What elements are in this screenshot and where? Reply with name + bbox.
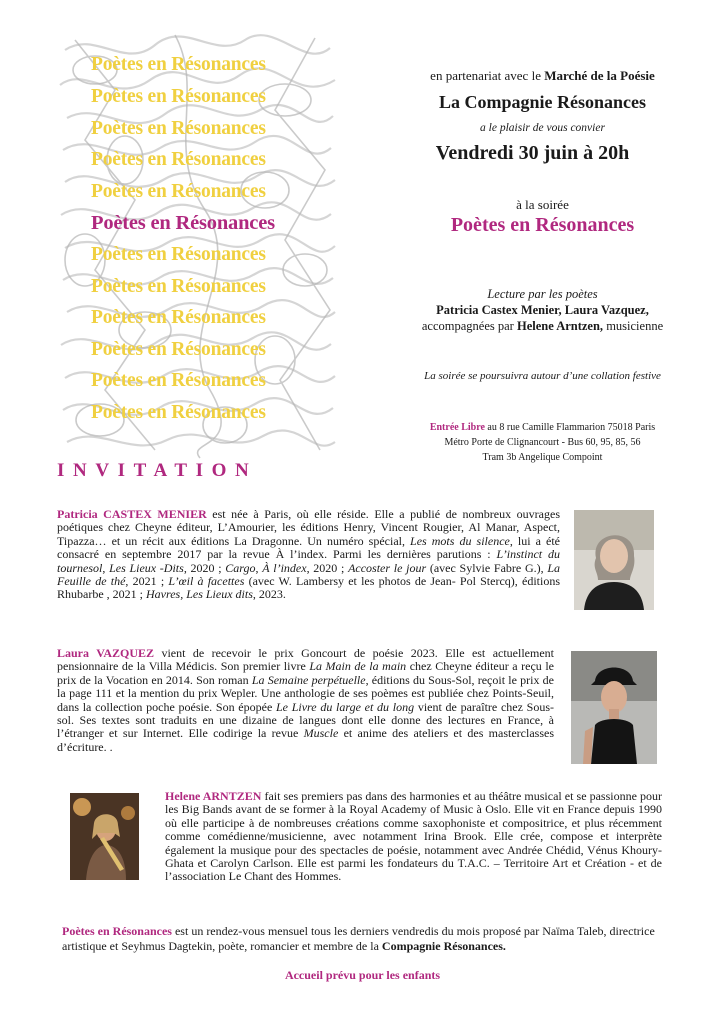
musician-suffix: musicienne [603,319,664,333]
photo-laura [571,651,657,764]
bio-text: , 2020 ; [183,560,226,575]
bio-title: La Main de la main [309,659,407,674]
collation-note: La soirée se poursuivra autour d’une collation festive [424,370,661,382]
children-welcome-note: Accueil prévu pour les enfants [284,968,441,982]
bio-text: , lui a été consacré en septembre 2017 par la revue À l’index. Parmi les dernières parutions : [57,533,561,562]
lecture-poets: Patricia Castex Menier, Laura Vazquez, [436,303,649,317]
bio-title: Le Livre du large et du long [276,699,415,714]
partner-line [360,68,725,84]
metro-info: Métro Porte de Clignancourt - Bus 60, 95, 85, 56 [444,437,641,448]
bio-text: fait ses premiers pas dans des harmonies et au théâtre musical et se passionne pour les Big Bands avant de se former à la Royal Academy of Music à Oslo. Elle vit en France depuis 1990 où elle participe à de nombreuses créations comme saxophoniste et compositrice, et plus récemment comme comédienne/musicienne, avec notamment Irina Brook. Elle crée, compose et interprète également la musique pour des spectacles de poésie, notamment avec Andrée Chédid, Vénus Khoury-Ghata et Carolyn Carlson. Elle est parmi les fondateurs du T.A.C. – Territoire Art et Création - et de l’association Le Chant des Hommes. [165,789,662,884]
repeated-title-5: Poètes en Résonances [91,181,266,202]
repeated-title-7: Poètes en Résonances [91,244,266,265]
photo-patricia [574,510,654,610]
bio-text: , éditions du Sous-Sol, reçoit le prix de la page 111 et la mention du prix Wepler. Une anthologie de ses poèmes est publiée chez Points-Seuil, dans la collection poche poésie. Son épopée [57,672,554,714]
bio-title: Accoster le jour [348,560,427,575]
bio-title: Cargo [225,560,256,575]
photo-helene [70,793,139,880]
footer-body: est un rendez-vous mensuel tous les derniers vendredis du mois proposé par Naïma Taleb, directrice artistique et Seyhmus Dagtekin, poète, romancier et membre de la [62,924,655,953]
repeated-title-4: Poètes en Résonances [91,149,266,170]
footer-text [62,924,662,954]
bio-text: vient de recevoir le prix Goncourt de poésie 2023. Elle est actuellement pensionnaire de la Villa Médicis. Son premier livre [57,646,554,674]
bio-text: chez Cheyne éditeur a reçu le prix de la Vocation en 2014. Son roman [57,659,554,687]
bio-text: , [255,560,263,575]
repeated-title-3: Poètes en Résonances [91,118,266,139]
bio-title: La Feuille de thé [57,560,560,589]
bio-text: et anime des ateliers et des masterclasses d’écriture. . [57,726,554,754]
event-title: Poètes en Résonances [450,214,635,236]
bio-title: Les mots du silence [410,533,510,548]
repeated-title-2: Poètes en Résonances [91,86,266,107]
musician-name: Helene Arntzen, [516,319,604,333]
access-info [360,420,725,465]
lecture-block [360,286,725,334]
event-date: Vendredi 30 juin à 20h [435,142,630,164]
footer-event-name: Poètes en Résonances [62,924,172,938]
invitation-heading: INVITATION [57,460,258,481]
bio-title: Muscle [303,726,339,741]
bio-title: À l’index [262,560,307,575]
bio-text: vient de paraître chez Sous-sol. Ses textes sont traduits en une dizaine de langues dont elle donne des lectures en France, à l’étranger et sur Internet. Elle codirige la revue [57,699,555,741]
decorative-title-block [55,30,340,462]
bio-name: Laura VAZQUEZ [57,646,155,660]
bio-name: Patricia CASTEX MENIER [57,507,207,521]
tram-info: Tram 3b Angelique Compoint [482,452,603,463]
bio-title: Les Lieux -Dits [109,560,184,575]
bio-laura [57,647,554,754]
repeated-title-highlight: Poètes en Résonances [91,212,275,234]
bio-text: (avec W. Lambersy et les photos de Jean- Pol Stercq), éditions Rhubarbe , 2021 ; [57,574,560,602]
repeated-title-10: Poètes en Résonances [91,339,266,360]
company-name: La Compagnie Résonances [438,92,646,112]
accompanied-prefix: accompagnées par [421,319,517,333]
bio-name: Helene ARNTZEN [165,789,262,803]
convier-line: a le plaisir de vous convier [480,122,605,134]
repeated-title-11: Poètes en Résonances [91,370,266,391]
bio-text: , 2021 ; [125,574,169,589]
bio-text: , [102,560,110,575]
bio-title: Havres, Les Lieux dits [146,587,253,602]
bio-title: L’œil à facettes [168,574,245,589]
repeated-title-12: Poètes en Résonances [91,402,266,423]
repeated-title-1: Poètes en Résonances [91,54,266,75]
repeated-title-9: Poètes en Résonances [91,307,266,328]
partner-name: Marché de la Poésie [544,68,655,83]
bio-helene [165,790,662,884]
bio-text: , 2020 ; [306,560,349,575]
bio-patricia [57,508,560,602]
bio-text: est née à Paris, où elle réside. Elle a publié de nombreux ouvrages poétiques chez Cheyne éditeur, L’Amourier, les éditions Henry, Vincent Rougier, Al Manar, Aspect, Tipazza… et un récit aux éditions La Dragonne. Un numéro spécial, [57,507,560,548]
soiree-label: à la soirée [516,197,569,212]
bio-title: L’instinct du tournesol [57,547,561,575]
address: au 8 rue Camille Flammarion 75018 Paris [484,422,656,433]
bio-text: , 2023. [252,587,286,602]
bio-text: (avec Sylvie Fabre G.), [426,560,548,575]
lecture-intro: Lecture par les poètes [487,287,598,301]
bio-title: La Semaine perpétuelle [251,672,366,687]
entry-label: Entrée Libre [429,422,485,433]
partner-prefix: en partenariat avec le [430,68,545,83]
footer-company: Compagnie Résonances. [381,939,506,953]
repeated-title-8: Poètes en Résonances [91,276,266,297]
